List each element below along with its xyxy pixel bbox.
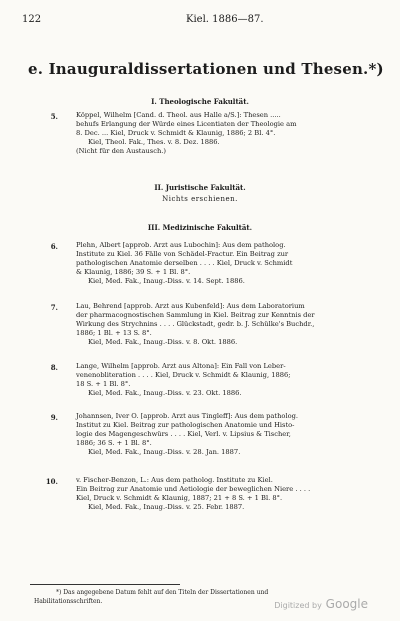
entry-line: Plehn, Albert [approb. Arzt aus Lubochin]: Aus dem patholog. xyxy=(76,241,286,249)
entry-line: v. Fischer-Benzon, L.: Aus dem patholog. Institute zu Kiel. xyxy=(76,476,273,484)
entry-number: 5. xyxy=(50,112,58,121)
entry-line: venenobliteration . . . . Kiel, Druck v. Schmidt & Klaunig, 1886; xyxy=(76,371,291,379)
entry-number: 6. xyxy=(50,242,58,251)
entry-line: 1886; 36 S. + 1 Bl. 8°. xyxy=(76,439,152,447)
watermark-brand: Google xyxy=(325,597,368,611)
entry-line: Kiel, Med. Fak., Inaug.-Diss. v. 8. Okt. 1886. xyxy=(88,338,238,346)
entry-line: der pharmacognostischen Sammlung in Kiel. Beitrag zur Kenntnis der xyxy=(76,311,315,319)
entry-line: 18 S. + 1 Bl. 8°. xyxy=(76,380,131,388)
digitized-watermark xyxy=(274,597,368,611)
entry-line: Johannsen, Iver O. [approb. Arzt aus Tingleff]: Aus dem patholog. xyxy=(76,412,299,420)
entry-line: Lau, Behrend [approb. Arzt aus Kubenfeld]: Aus dem Laboratorium xyxy=(76,302,305,310)
entry-line: Kiel, Med. Fak., Inaug.-Diss. v. 14. Sept. 1886. xyxy=(88,277,245,285)
section-heading-medicine: III. Medizinische Fakultät. xyxy=(147,223,253,232)
section-heading-law: II. Juristische Fakultät. xyxy=(154,183,246,192)
entry-line: Lange, Wilhelm [approb. Arzt aus Altona]: Ein Fall von Leber- xyxy=(76,362,286,370)
entry-line: pathologischen Anatomie derselben . . . . Kiel, Druck v. Schmidt xyxy=(76,259,293,267)
entry-line: (Nicht für den Austausch.) xyxy=(76,147,167,155)
entry-line: Institute zu Kiel. 36 Fälle von Schädel-Fractur. Ein Beitrag zur xyxy=(76,250,289,258)
entry-line: Kiel, Med. Fak., Inaug.-Diss. v. 25. Febr. 1887. xyxy=(88,503,245,511)
entry-line: behufs Erlangung der Würde eines Licentiaten der Theologie am xyxy=(76,120,297,128)
entry-number: 9. xyxy=(50,413,58,422)
page-number: 122 xyxy=(22,14,42,25)
entry-number: 10. xyxy=(45,477,58,486)
entry-line: Institut zu Kiel. Beitrag zur pathologischen Anatomie und Histo- xyxy=(76,421,295,429)
entry-line: Ein Beitrag zur Anatomie und Aetiologie der beweglichen Niere . . . . xyxy=(76,485,311,493)
section-heading-theology: I. Theologische Fakultät. xyxy=(151,97,249,106)
entry-line: Kiel, Med. Fak., Inaug.-Diss. v. 28. Jan. 1887. xyxy=(88,448,241,456)
entry-line: Köppel, Wilhelm [Cand. d. Theol. aus Halle a/S.]: Thesen ..... xyxy=(76,111,281,119)
watermark-prefix: Digitized by xyxy=(274,601,322,610)
entry-line: Kiel, Theol. Fak., Thes. v. 8. Dez. 1886. xyxy=(88,138,220,146)
entry-number: 8. xyxy=(50,363,58,372)
entry-line: 8. Dec. ... Kiel, Druck v. Schmidt & Klaunig, 1886; 2 Bl. 4°. xyxy=(76,129,276,137)
running-header: Kiel. 1886—87. xyxy=(186,14,264,25)
entry-line: Kiel, Druck v. Schmidt & Klaunig, 1887; 21 + 8 S. + 1 Bl. 8°. xyxy=(76,494,283,502)
footnote-line: *) Das angegebene Datum fehlt auf den Titeln der Dissertationen und xyxy=(56,589,269,596)
entry-line: Kiel, Med. Fak., Inaug.-Diss. v. 23. Okt. 1886. xyxy=(88,389,242,397)
entry-line: 1886; 1 Bl. + 13 S. 8°. xyxy=(76,329,152,337)
section-note: Nichts erschienen. xyxy=(162,195,238,203)
chapter-title: e. Inauguraldissertationen und Thesen.*) xyxy=(28,60,384,78)
footnote-line: Habilitationsschriften. xyxy=(34,598,103,605)
footnote-rule xyxy=(30,584,180,585)
entry-line: Wirkung des Strychnins . . . . Glückstadt, gedr. b. J. Schülke's Buchdr., xyxy=(76,320,315,328)
entry-line: logie des Magengeschwürs . . . . Kiel, Verl. v. Lipsius & Tischer, xyxy=(76,430,291,438)
entry-line: & Klaunig, 1886; 39 S. + 1 Bl. 8°. xyxy=(76,268,191,276)
entry-number: 7. xyxy=(50,303,58,312)
